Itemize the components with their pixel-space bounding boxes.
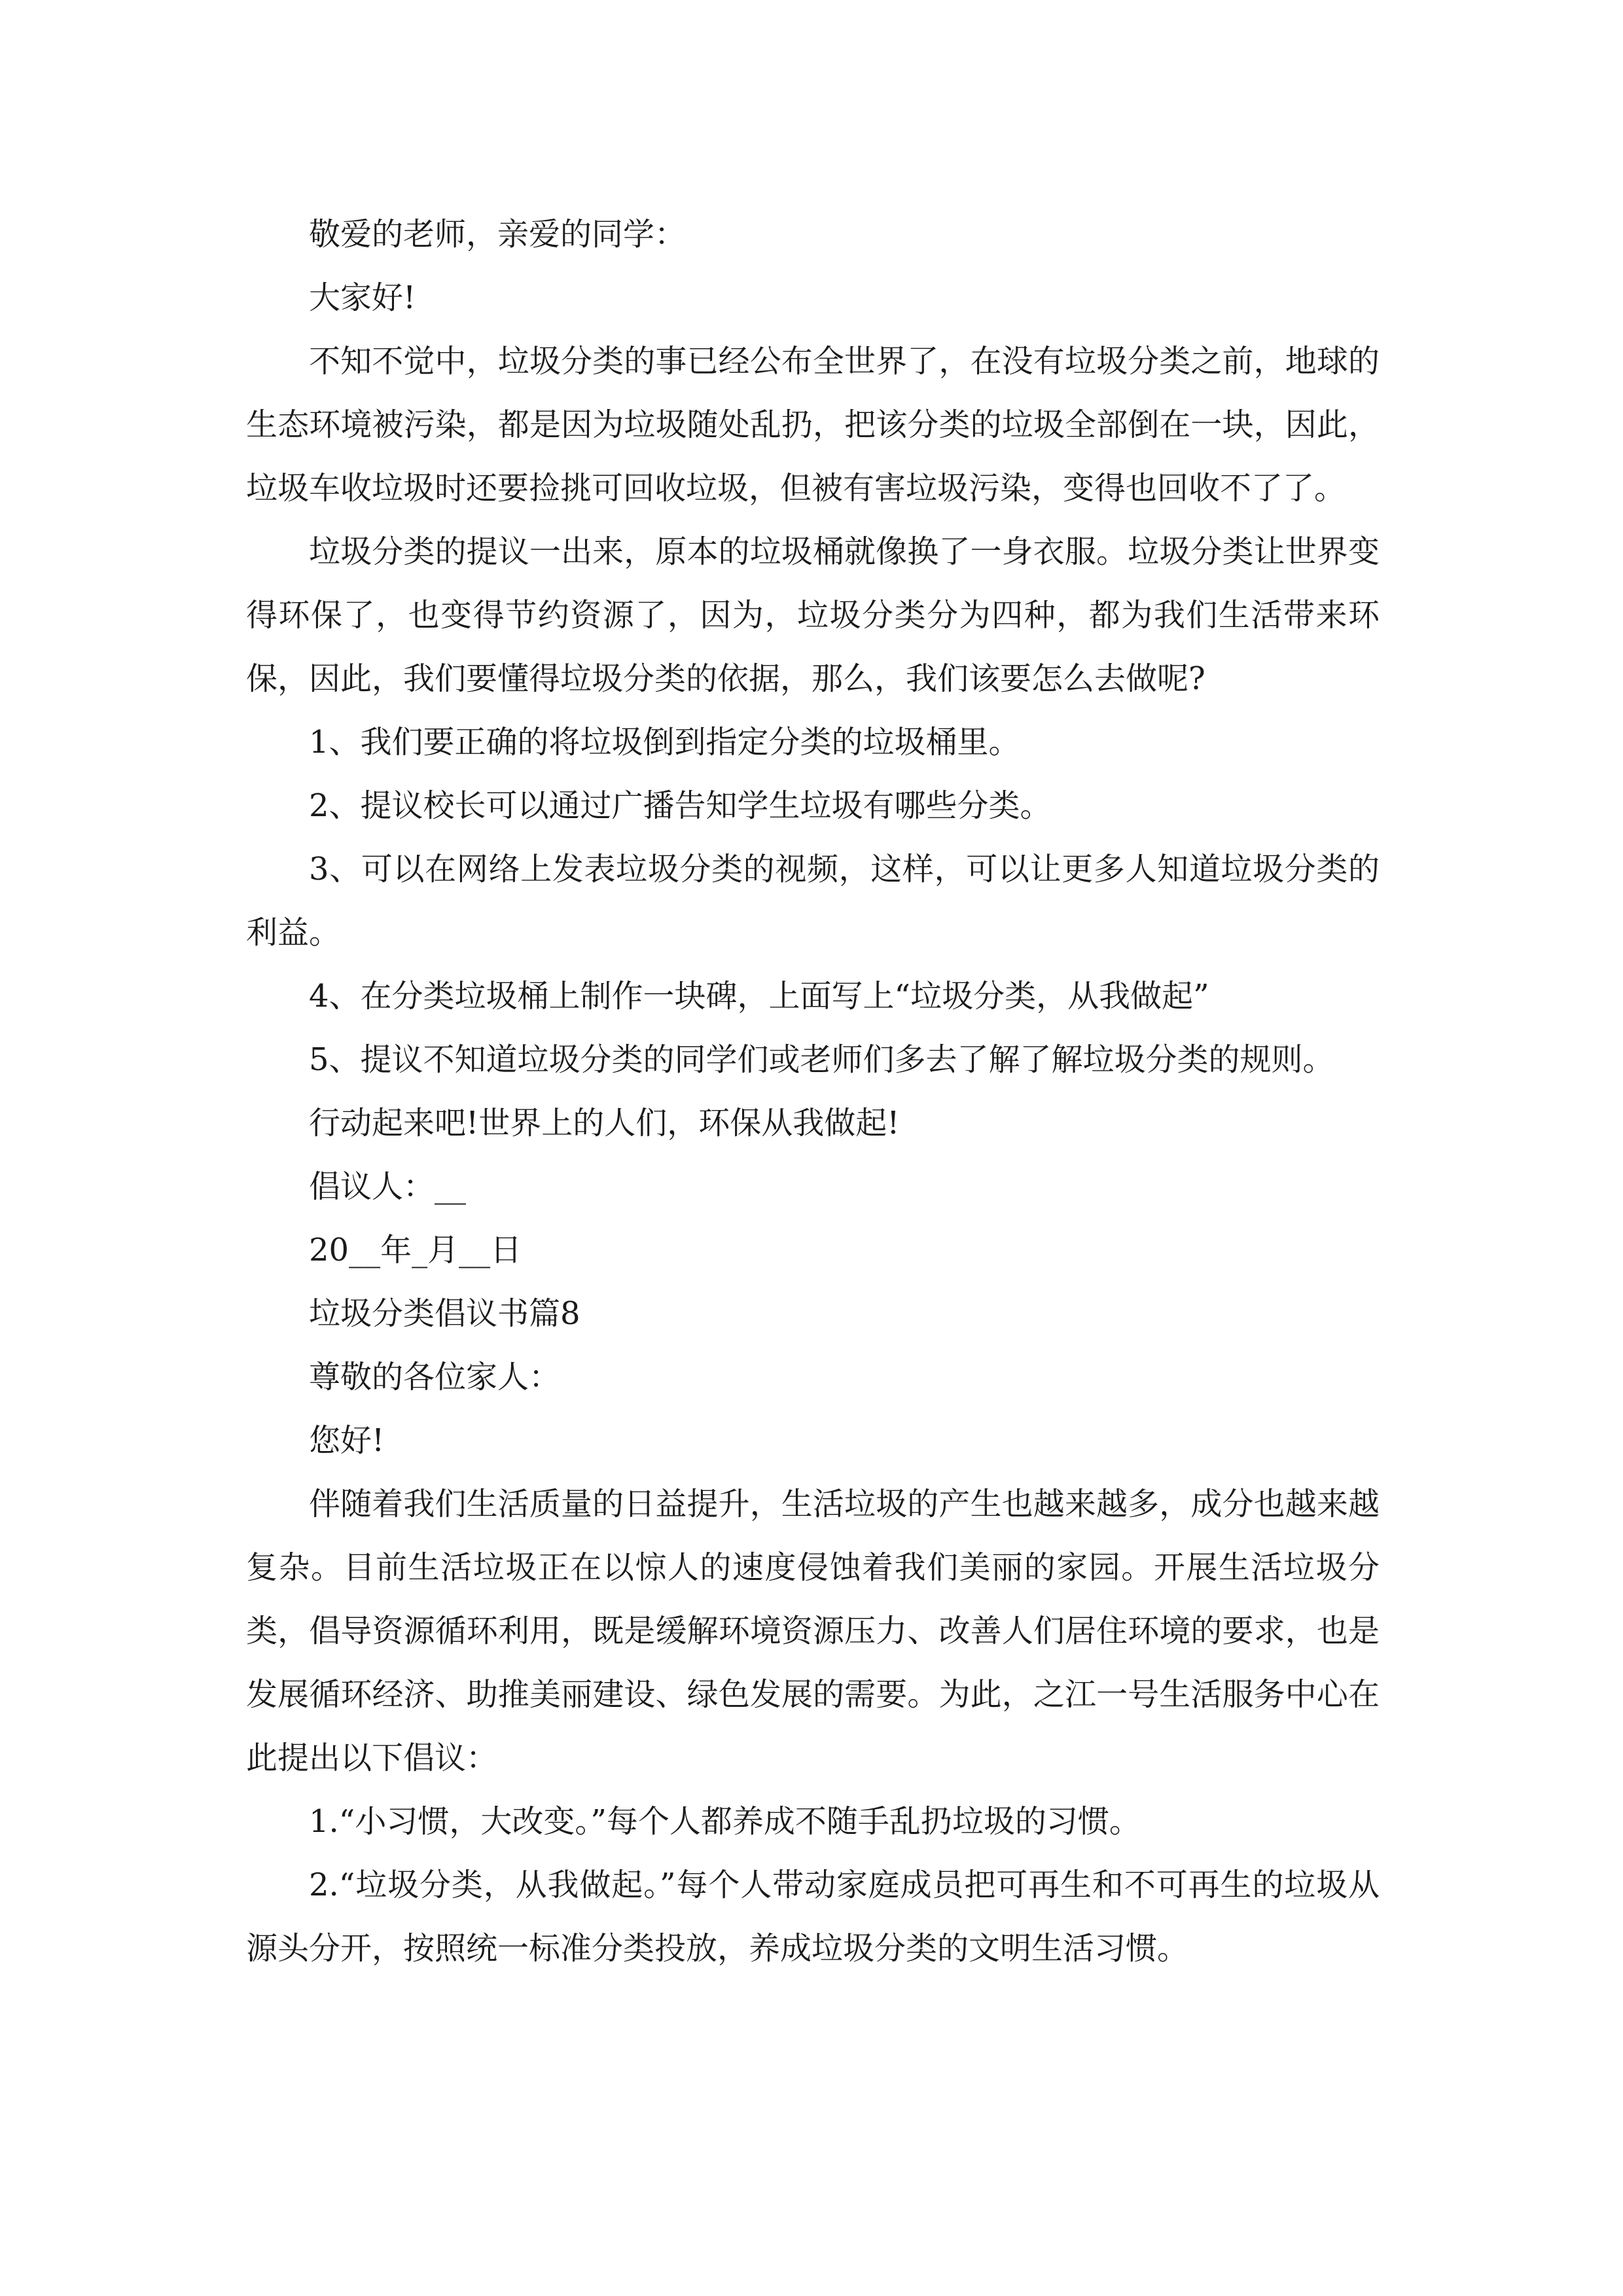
salutation: 大家好!	[309, 279, 416, 316]
greeting-family: 尊敬的各位家人：	[309, 1359, 561, 1395]
list-item-3: 3、可以在网络上发表垃圾分类的视频，这样，可以让更多人知道垃圾分类的利益。	[246, 851, 1380, 951]
call-to-action: 行动起来吧!世界上的人们，环保从我做起!	[309, 1105, 900, 1141]
salutation-2: 您好!	[309, 1422, 385, 1459]
list-item-1: 1、我们要正确的将垃圾倒到指定分类的垃圾桶里。	[309, 724, 1020, 761]
paragraph-intro: 不知不觉中，垃圾分类的事已经公布全世界了，在没有垃圾分类之前，地球的生态环境被污染，都是因为垃圾随处乱扔，把该分类的垃圾全部倒在一块，因此，垃圾车收垃圾时还要捡挑可回收垃圾，但被有害垃圾污染，变得也回收不了了。	[246, 343, 1380, 507]
document-body	[246, 203, 1380, 1981]
section-heading: 垃圾分类倡议书篇8	[309, 1295, 580, 1332]
proposal-item-1: 1.“小习惯，大改变。”每个人都养成不随手乱扔垃圾的习惯。	[309, 1803, 1141, 1840]
list-item-4: 4、在分类垃圾桶上制作一块碑，上面写上“垃圾分类，从我做起”	[309, 978, 1209, 1014]
paragraph-background: 伴随着我们生活质量的日益提升，生活垃圾的产生也越来越多，成分也越来越复杂。目前生活垃圾正在以惊人的速度侵蚀着我们美丽的家园。开展生活垃圾分类，倡导资源循环利用，既是缓解环境资源压力、改善人们居住环境的要求，也是发展循环经济、助推美丽建设、绿色发展的需要。为此，之江一号生活服务中心在此提出以下倡议：	[246, 1486, 1380, 1776]
list-item-5: 5、提议不知道垃圾分类的同学们或老师们多去了解了解垃圾分类的规则。	[309, 1041, 1334, 1078]
greeting-teachers-students: 敬爱的老师，亲爱的同学：	[309, 216, 687, 253]
proposal-item-2: 2.“垃圾分类，从我做起。”每个人带动家庭成员把可再生和不可再生的垃圾从源头分开，按照统一标准分类投放，养成垃圾分类的文明生活习惯。	[246, 1867, 1380, 1967]
date-line: 20__年_月__日	[309, 1232, 522, 1268]
list-item-2: 2、提议校长可以通过广播告知学生垃圾有哪些分类。	[309, 787, 1052, 824]
paragraph-proposal: 垃圾分类的提议一出来，原本的垃圾桶就像换了一身衣服。垃圾分类让世界变得环保了，也变得节约资源了，因为，垃圾分类分为四种，都为我们生活带来环保，因此，我们要懂得垃圾分类的依据，那么，我们该要怎么去做呢?	[246, 533, 1380, 697]
initiator-line: 倡议人：__	[309, 1168, 467, 1205]
